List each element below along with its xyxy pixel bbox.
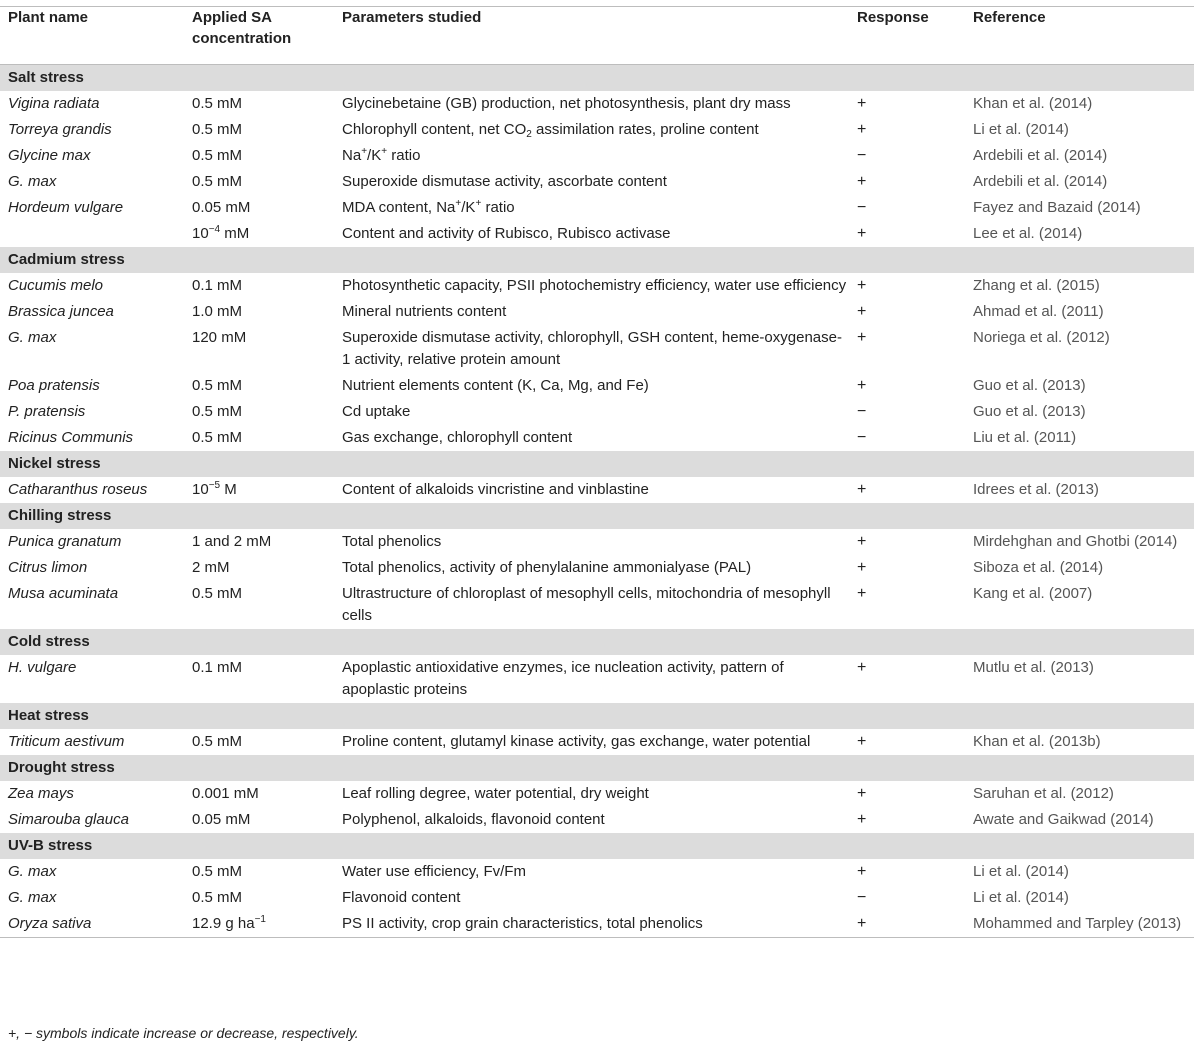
section-header-row: [0, 247, 1194, 273]
table-body: [0, 65, 1194, 938]
sa-stress-table: [0, 6, 1194, 938]
cell-reference: Idrees et al. (2013): [973, 481, 1099, 498]
cell-concentration: 0.5 mM: [192, 95, 243, 112]
table-row: [0, 885, 1194, 911]
table-row: [0, 273, 1194, 299]
cell-plant-name: Brassica juncea: [8, 303, 114, 320]
cell-reference: Li et al. (2014): [973, 121, 1069, 138]
cell-response: +: [857, 329, 867, 346]
cell-parameters: Content of alkaloids vincristine and vinblastine: [342, 481, 649, 498]
cell-parameters: Ultrastructure of chloroplast of mesophyll cells, mitochondria of mesophyll cells: [342, 585, 831, 624]
table-row: [0, 729, 1194, 755]
section-header-row: [0, 755, 1194, 781]
cell-plant-name: Oryza sativa: [8, 915, 92, 932]
cell-parameters: MDA content, Na+/K+ ratio: [342, 198, 515, 216]
cell-reference: Mutlu et al. (2013): [973, 659, 1094, 676]
section-title: Cold stress: [0, 629, 1194, 655]
cell-concentration: 0.5 mM: [192, 121, 243, 138]
cell-concentration: 0.5 mM: [192, 173, 243, 190]
cell-concentration: 0.5 mM: [192, 147, 243, 164]
header-response: Response: [849, 7, 965, 65]
cell-reference: Mohammed and Tarpley (2013): [973, 915, 1182, 932]
section-header-row: [0, 451, 1194, 477]
cell-response: +: [857, 785, 867, 802]
cell-reference: Ardebili et al. (2014): [973, 173, 1108, 190]
table-row: [0, 425, 1194, 451]
section-title: Heat stress: [0, 703, 1194, 729]
table-row: [0, 195, 1194, 221]
cell-reference: Lee et al. (2014): [973, 225, 1083, 242]
section-header-row: [0, 629, 1194, 655]
cell-reference: Saruhan et al. (2012): [973, 785, 1114, 802]
cell-plant-name: G. max: [8, 889, 57, 906]
table-row: [0, 91, 1194, 117]
table-row: [0, 399, 1194, 425]
cell-response: +: [857, 481, 867, 498]
table-row: [0, 911, 1194, 938]
cell-parameters: Nutrient elements content (K, Ca, Mg, and Fe): [342, 377, 649, 394]
cell-response: +: [857, 225, 867, 242]
cell-reference: Guo et al. (2013): [973, 403, 1086, 420]
header-plant-name: Plant name: [0, 7, 184, 65]
cell-response: +: [857, 121, 867, 138]
cell-plant-name: Cucumis melo: [8, 277, 104, 294]
cell-response: −: [857, 889, 867, 906]
table-row: [0, 169, 1194, 195]
cell-plant-name: P. pratensis: [8, 403, 86, 420]
cell-parameters: Glycinebetaine (GB) production, net photosynthesis, plant dry mass: [342, 95, 791, 112]
cell-reference: Zhang et al. (2015): [973, 277, 1100, 294]
cell-reference: Ahmad et al. (2011): [973, 303, 1104, 320]
cell-parameters: Apoplastic antioxidative enzymes, ice nucleation activity, pattern of apoplastic proteins: [342, 659, 784, 698]
cell-parameters: Leaf rolling degree, water potential, dry weight: [342, 785, 649, 802]
table-row: [0, 221, 1194, 247]
cell-concentration: 0.5 mM: [192, 863, 243, 880]
cell-reference: Awate and Gaikwad (2014): [973, 811, 1154, 828]
section-header-row: [0, 503, 1194, 529]
cell-concentration: 0.05 mM: [192, 811, 251, 828]
table-row: [0, 529, 1194, 555]
table-row: [0, 373, 1194, 399]
cell-concentration: 1.0 mM: [192, 303, 243, 320]
table-row: [0, 555, 1194, 581]
cell-response: +: [857, 277, 867, 294]
cell-plant-name: Citrus limon: [8, 559, 88, 576]
cell-response: +: [857, 659, 867, 676]
cell-concentration: 1 and 2 mM: [192, 533, 272, 550]
cell-concentration: $10^{-4}$ mM: [192, 224, 250, 242]
cell-plant-name: Catharanthus roseus: [8, 481, 148, 498]
cell-plant-name: Ricinus Communis: [8, 429, 134, 446]
cell-response: −: [857, 429, 867, 446]
cell-concentration: 0.05 mM: [192, 199, 251, 216]
cell-response: +: [857, 95, 867, 112]
section-header-row: [0, 833, 1194, 859]
cell-plant-name: Poa pratensis: [8, 377, 100, 394]
table-row: [0, 143, 1194, 169]
cell-concentration: 0.5 mM: [192, 377, 243, 394]
cell-plant-name: Hordeum vulgare: [8, 199, 124, 216]
cell-response: +: [857, 303, 867, 320]
cell-reference: Khan et al. (2013b): [973, 733, 1101, 750]
section-title: Nickel stress: [0, 451, 1194, 477]
cell-response: +: [857, 811, 867, 828]
cell-reference: Li et al. (2014): [973, 863, 1069, 880]
cell-plant-name: G. max: [8, 173, 57, 190]
header-concentration: Applied SA concentration: [184, 7, 334, 65]
cell-response: −: [857, 403, 867, 420]
cell-response: −: [857, 199, 867, 216]
section-title: Cadmium stress: [0, 247, 1194, 273]
cell-response: +: [857, 863, 867, 880]
section-header-row: [0, 703, 1194, 729]
cell-parameters: Chlorophyll content, net $CO_2$ assimilation rates, proline content: [342, 121, 759, 140]
cell-response: +: [857, 559, 867, 576]
cell-response: +: [857, 173, 867, 190]
cell-concentration: $10^{-5}$ M: [192, 480, 237, 498]
cell-concentration: 120 mM: [192, 329, 247, 346]
header-reference: Reference: [965, 7, 1194, 65]
cell-plant-name: G. max: [8, 863, 57, 880]
table-bottom-rule: [0, 938, 1194, 939]
cell-response: +: [857, 377, 867, 394]
cell-reference: Noriega et al. (2012): [973, 329, 1110, 346]
cell-concentration: 0.1 mM: [192, 277, 243, 294]
cell-concentration: 0.5 mM: [192, 733, 243, 750]
cell-reference: Kang et al. (2007): [973, 585, 1093, 602]
cell-concentration: 12.9 g $ha^{-1}$: [192, 914, 266, 932]
cell-parameters: Water use efficiency, Fv/Fm: [342, 863, 526, 880]
cell-concentration: 0.5 mM: [192, 889, 243, 906]
cell-concentration: 2 mM: [192, 559, 230, 576]
cell-reference: Mirdehghan and Ghotbi (2014): [973, 533, 1178, 550]
cell-parameters: Gas exchange, chlorophyll content: [342, 429, 573, 446]
cell-parameters: Na+/K+ ratio: [342, 146, 421, 164]
header-parameters: Parameters studied: [334, 7, 849, 65]
cell-concentration: 0.1 mM: [192, 659, 243, 676]
table-row: [0, 477, 1194, 503]
cell-parameters: Polyphenol, alkaloids, flavonoid content: [342, 811, 605, 828]
cell-plant-name: G. max: [8, 329, 57, 346]
cell-reference: Fayez and Bazaid (2014): [973, 199, 1141, 216]
section-title: Drought stress: [0, 755, 1194, 781]
cell-plant-name: Triticum aestivum: [8, 733, 125, 750]
cell-concentration: 0.5 mM: [192, 403, 243, 420]
cell-parameters: Total phenolics: [342, 533, 442, 550]
cell-response: +: [857, 585, 867, 602]
cell-reference: Guo et al. (2013): [973, 377, 1086, 394]
cell-parameters: Flavonoid content: [342, 889, 461, 906]
cell-plant-name: Zea mays: [8, 785, 74, 802]
cell-response: −: [857, 147, 867, 164]
cell-parameters: Total phenolics, activity of phenylalanine ammonialyase (PAL): [342, 559, 752, 576]
cell-plant-name: Simarouba glauca: [8, 811, 129, 828]
table-row: [0, 781, 1194, 807]
cell-reference: Li et al. (2014): [973, 889, 1069, 906]
cell-plant-name: Musa acuminata: [8, 585, 119, 602]
cell-concentration: 0.5 mM: [192, 585, 243, 602]
cell-reference: Siboza et al. (2014): [973, 559, 1104, 576]
cell-plant-name: [0, 221, 184, 247]
cell-plant-name: H. vulgare: [8, 659, 77, 676]
cell-parameters: Cd uptake: [342, 403, 411, 420]
cell-concentration: 0.001 mM: [192, 785, 259, 802]
table-row: [0, 655, 1194, 703]
cell-parameters: Content and activity of Rubisco, Rubisco activase: [342, 225, 671, 242]
cell-parameters: Photosynthetic capacity, PSII photochemistry efficiency, water use efficiency: [342, 277, 847, 294]
cell-response: +: [857, 915, 867, 932]
section-title: Salt stress: [0, 65, 1194, 92]
table-footnote: +, − symbols indicate increase or decrease, respectively.: [8, 1025, 359, 1041]
table-row: [0, 859, 1194, 885]
table-row: [0, 299, 1194, 325]
cell-reference: Liu et al. (2011): [973, 429, 1077, 446]
table-header-row: [0, 7, 1194, 65]
cell-response: +: [857, 733, 867, 750]
cell-parameters: Superoxide dismutase activity, ascorbate content: [342, 173, 667, 190]
section-title: Chilling stress: [0, 503, 1194, 529]
table-row: [0, 807, 1194, 833]
cell-reference: Ardebili et al. (2014): [973, 147, 1108, 164]
table-row: [0, 117, 1194, 143]
cell-response: +: [857, 533, 867, 550]
cell-parameters: Proline content, glutamyl kinase activity, gas exchange, water potential: [342, 733, 811, 750]
section-header-row: [0, 65, 1194, 92]
table-row: [0, 581, 1194, 629]
cell-concentration: 0.5 mM: [192, 429, 243, 446]
cell-parameters: PS II activity, crop grain characteristics, total phenolics: [342, 915, 703, 932]
cell-reference: Khan et al. (2014): [973, 95, 1093, 112]
section-title: UV-B stress: [0, 833, 1194, 859]
cell-plant-name: Vigina radiata: [8, 95, 100, 112]
cell-plant-name: Torreya grandis: [8, 121, 112, 138]
table-row: [0, 325, 1194, 373]
cell-parameters: Superoxide dismutase activity, chlorophyll, GSH content, heme-oxygenase-1 activity, relative protein amount: [342, 329, 842, 368]
cell-plant-name: Punica granatum: [8, 533, 122, 550]
cell-plant-name: Glycine max: [8, 147, 91, 164]
cell-parameters: Mineral nutrients content: [342, 303, 507, 320]
